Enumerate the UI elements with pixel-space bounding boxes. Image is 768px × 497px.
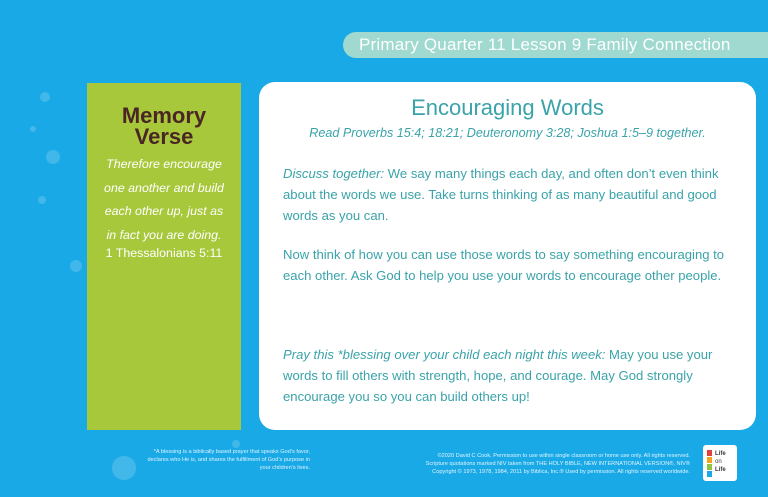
memory-verse-panel [87, 83, 241, 430]
logo-bar-blue [707, 471, 712, 477]
copyright-line: ©2020 David C Cook. Permission to use within single classroom or home use only. All rights reserved. [437, 453, 690, 459]
copyright-notice [326, 452, 690, 476]
memory-verse-heading-line-1: Memory [121, 103, 207, 128]
memory-verse-text [93, 153, 235, 247]
logo-text-line-3: Life [715, 467, 726, 473]
decorative-bubble [46, 150, 60, 164]
decorative-bubble [38, 196, 46, 204]
prayer-lead: Pray this *blessing over your child each night this week: [283, 347, 606, 362]
copyright-line: Copyright © 1973, 1978, 1984, 2011 by Biblica, Inc.® Used by permission. All rights reserved worldwide. [432, 469, 690, 475]
decorative-bubble [70, 260, 82, 272]
prayer-body: May you use your words to fill others with strength, hope, and courage. May God strongly encourage you so you can build others up! [283, 347, 713, 404]
encourage-paragraph: Now think of how you can use those words to say something encouraging to each other. Ask God to help you use your words to encourage other people. [283, 247, 725, 283]
activity-card [259, 82, 756, 430]
memory-verse-heading-line-2: Verse [134, 124, 194, 149]
decorative-bubble [112, 456, 136, 480]
memory-verse-line: each other up, just as [104, 204, 224, 218]
discuss-paragraph [283, 164, 745, 226]
page-header-title: Primary Quarter 11 Lesson 9 Family Connection [359, 35, 731, 54]
memory-verse-heading [87, 105, 241, 147]
memory-verse-reference: 1 Thessalonians 5:11 [105, 246, 223, 260]
logo-bar-orange [707, 457, 712, 463]
logo-text-line-2: on [715, 459, 722, 465]
copyright-line: Scripture quotations marked NIV taken from THE HOLY BIBLE, NEW INTERNATIONAL VERSION®, NIV® [425, 461, 690, 467]
memory-verse-line: in fact you are doing. [106, 227, 222, 242]
life-on-life-logo [703, 445, 737, 481]
scripture-reading-instructions: Read Proverbs 15:4; 18:21; Deuteronomy 3:28; Joshua 1:5–9 together. [309, 126, 706, 140]
prayer-paragraph [283, 345, 745, 407]
decorative-bubble [232, 440, 240, 448]
memory-verse-line: Therefore encourage [106, 157, 222, 171]
logo-bar-green [707, 464, 712, 470]
logo-bar-red [707, 450, 712, 456]
discuss-body: We say many things each day, and often don’t even think about the words we use. Take turns thinking of as many beautiful and good words as you can. [283, 166, 719, 223]
memory-verse-line: one another and build [104, 180, 224, 195]
discuss-lead: Discuss together: [283, 166, 385, 181]
decorative-bubble [30, 126, 36, 132]
activity-title: Encouraging Words [411, 95, 604, 120]
logo-text-line-1: Life [715, 451, 726, 457]
decorative-bubble [40, 92, 50, 102]
blessing-footnote: *A blessing is a biblically based prayer that speaks God’s favor, declares who He is, and shares the fulfillment of God’s purpose in your children’s lives. [147, 449, 310, 471]
